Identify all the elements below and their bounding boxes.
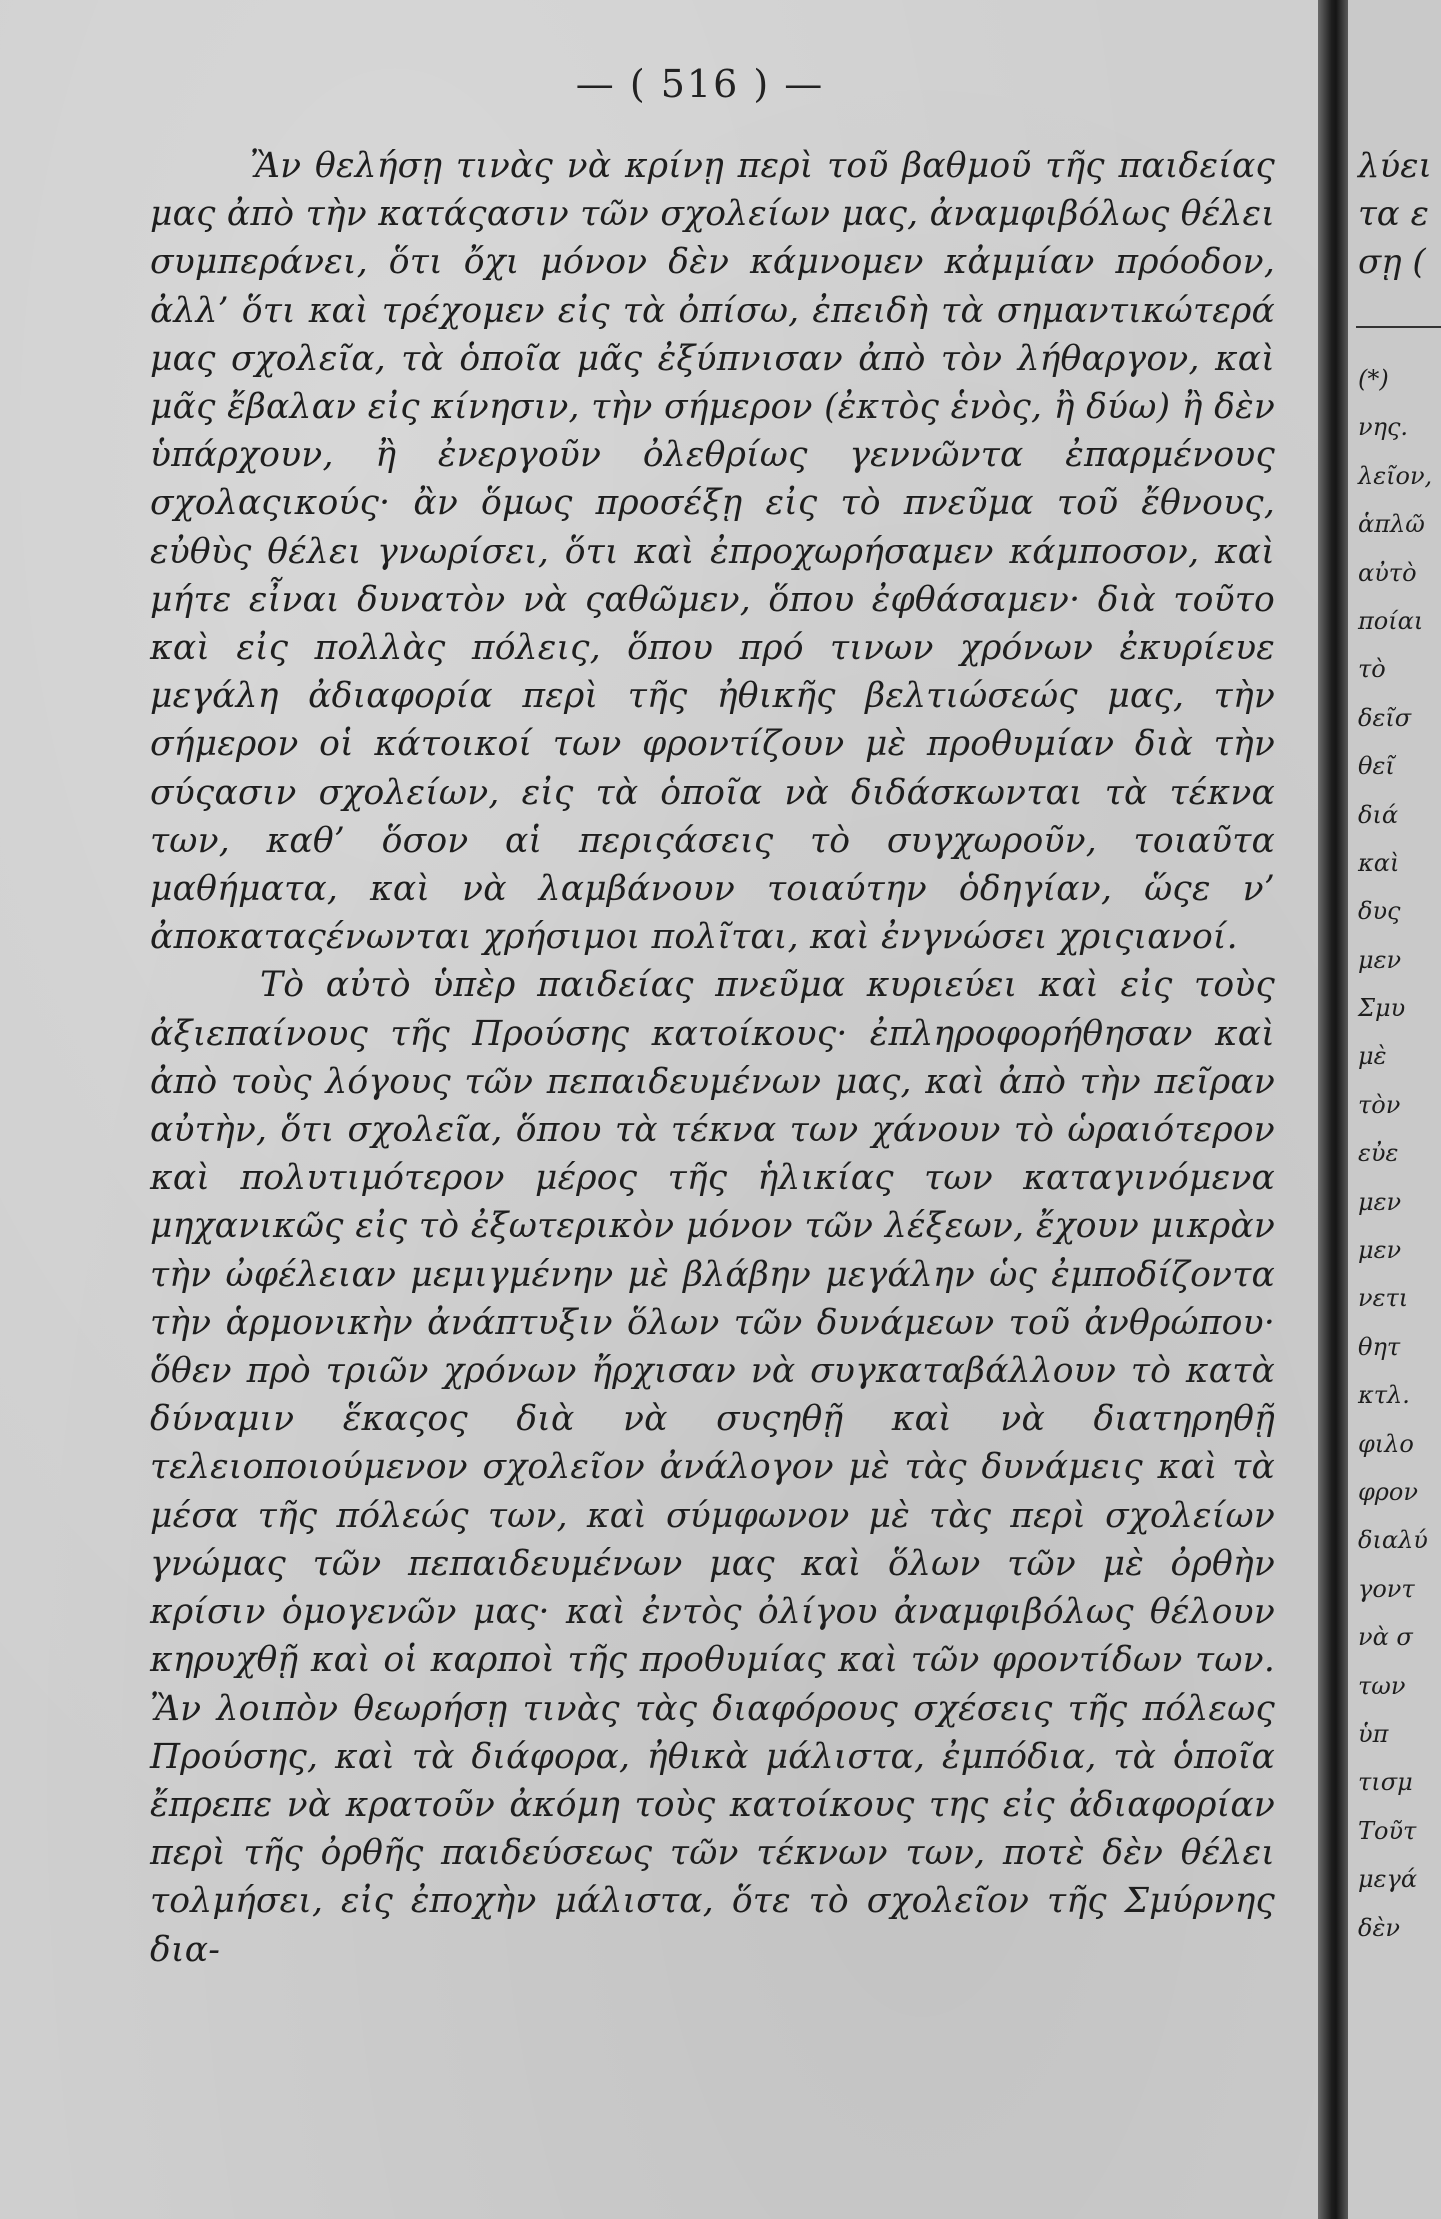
footnote-line: καὶ (1358, 848, 1400, 877)
footnote-line: λεῖον, (1358, 461, 1433, 490)
right-line: τα ε (1358, 194, 1429, 234)
footnote-line: μεν (1358, 945, 1402, 974)
footnote-line: των (1358, 1671, 1406, 1700)
footnote-line: τὸ (1358, 655, 1386, 684)
footnote-line: τισμ (1358, 1768, 1413, 1797)
body-text (150, 142, 1275, 1974)
right-page-footnote (1358, 355, 1432, 1952)
footnote-line: μὲ (1358, 1042, 1387, 1071)
footnote-line: μεν (1358, 1236, 1402, 1265)
footnote-line: ποίαι (1358, 606, 1424, 635)
book-gutter (1318, 0, 1348, 2219)
footnote-line: κτλ. (1358, 1381, 1410, 1410)
footnote-line: ὑπ (1358, 1719, 1389, 1748)
footnote-line: μεν (1358, 1187, 1402, 1216)
footnote-line: γοντ (1358, 1574, 1415, 1603)
footnote-line: φρον (1358, 1477, 1418, 1506)
footnote-line: αὐτὸ (1358, 558, 1417, 587)
footnote-rule (1356, 326, 1441, 328)
footnote-line: νης. (1358, 413, 1409, 442)
footnote-line: δὲν (1358, 1913, 1400, 1942)
footnote-line: διά (1358, 800, 1399, 829)
paragraph-2: Τὸ αὐτὸ ὑπὲρ παιδείας πνεῦμα κυριεύει καὶ εἰς τοὺς ἀξιεπαίνους τῆς Προύσης κατοίκους· ἐπληροφορήθησαν καὶ ἀπὸ τοὺς λόγους τῶν πεπαιδευμένων μας, καὶ ἀπὸ τὴν πεῖραν αὐτὴν, ὅτι σχολεῖα, ὅπου τὰ τέκνα των χάνουν τὸ ὡραιότερον καὶ πολυτιμότερον μέρος τῆς ἡλικίας των καταγινόμενα μηχανικῶς εἰς τὸ ἐξωτερικὸν μόνον τῶν λέξεων, ἔχουν μικρὰν τὴν ὠφέλειαν μεμιγμένην μὲ βλάβην μεγάλην ὡς ἐμποδίζοντα τὴν ἁρμονικὴν ἀνάπτυξιν ὅλων τῶν δυνάμεων τοῦ ἀνθρώπου· ὅθεν πρὸ τριῶν χρόνων ἤρχισαν νὰ συγκαταβάλλουν τὸ κατὰ δύναμιν ἕκαςος διὰ νὰ συςηθῇ καὶ νὰ διατηρηθῇ τελειοποιούμενον σχολεῖον ἀνάλογον μὲ τὰς δυνάμεις καὶ τὰ μέσα τῆς πόλεώς των, καὶ σύμφωνον μὲ τὰς περὶ σχολείων γνώμας τῶν πεπαιδευμένων μας καὶ ὅλων τῶν μὲ ὀρθὴν κρίσιν ὁμογενῶν μας· καὶ ἐντὸς ὀλίγου ἀναμφιβόλως θέλουν κηρυχθῇ καὶ οἱ καρποὶ τῆς προθυμίας καὶ τῶν φροντίδων των. Ἂν λοιπὸν θεωρήσῃ τινὰς τὰς διαφόρους σχέσεις τῆς πόλεως Προύσης, καὶ τὰ διάφορα, ἠθικὰ μάλιστα, ἐμπόδια, τὰ ὁποῖα ἔπρεπε νὰ κρατοῦν ἀκόμη τοὺς κατοίκους της εἰς ἀδιαφορίαν περὶ τῆς ὀρθῆς παιδεύσεως τῶν τέκνων των, ποτὲ δὲν θέλει τολμήσει, εἰς ἐποχὴν μάλιστα, ὅτε τὸ σχολεῖον τῆς Σμύρνης δια- (150, 965, 1275, 1970)
footnote-line: δεῖσ (1358, 703, 1412, 732)
paragraph-1: Ἂν θελήσῃ τινὰς νὰ κρίνῃ περὶ τοῦ βαθμοῦ τῆς παιδείας μας ἀπὸ τὴν κατάςασιν τῶν σχολείων μας, ἀναμφιβόλως θέλει συμπεράνει, ὅτι ὄχι μόνον δὲν κάμνομεν κἀμμίαν πρόοδον, ἀλλ’ ὅτι καὶ τρέχομεν εἰς τὰ ὀπίσω, ἐπειδὴ τὰ σημαντικώτερά μας σχολεῖα, τὰ ὁποῖα μᾶς ἐξύπνισαν ἀπὸ τὸν λήθαργον, καὶ μᾶς ἔβαλαν εἰς κίνησιν, τὴν σήμερον (ἐκτὸς ἑνὸς, ἢ δύω) ἢ δὲν ὑπάρχουν, ἢ ἐνεργοῦν ὀλεθρίως γεννῶντα ἐπαρμένους σχολαςικούς· ἂν ὅμως προσέξῃ εἰς τὸ πνεῦμα τοῦ ἔθνους, εὐθὺς θέλει γνωρίσει, ὅτι καὶ ἐπροχωρήσαμεν κάμποσον, καὶ μήτε εἶναι δυνατὸν νὰ ςαθῶμεν, ὅπου ἐφθάσαμεν· διὰ τοῦτο καὶ εἰς πολλὰς πόλεις, ὅπου πρό τινων χρόνων ἐκυρίευε μεγάλη ἀδιαφορία περὶ τῆς ἠθικῆς βελτιώσεώς μας, τὴν σήμερον οἱ κάτοικοί των φροντίζουν μὲ προθυμίαν διὰ τὴν σύςασιν σχολείων, εἰς τὰ ὁποῖα νὰ διδάσκωνται τὰ τέκνα των, καθ’ ὅσον αἱ περιςάσεις τὸ συγχωροῦν, τοιαῦτα μαθήματα, καὶ νὰ λαμβάνουν τοιαύτην ὁδηγίαν, ὥςε ν’ ἀποκαταςένωνται χρήσιμοι πολῖται, καὶ ἐνγνώσει χριςιανοί. (150, 146, 1275, 958)
footnote-line: θητ (1358, 1332, 1401, 1361)
right-line: λύει (1358, 146, 1432, 186)
footnote-line: διαλύ (1358, 1526, 1428, 1555)
right-page-fragment (1348, 0, 1441, 2219)
footnote-line: (*) (1358, 365, 1389, 393)
footnote-line: Σμυ (1358, 994, 1406, 1023)
footnote-line: θεῖ (1358, 752, 1395, 781)
page-number: — ( 516 ) — (575, 62, 825, 106)
footnote-line: ἁπλῶ (1358, 510, 1425, 539)
footnote-line: δυς (1358, 897, 1401, 926)
footnote-line: μεγά (1358, 1865, 1418, 1894)
footnote-line: Τοῦτ (1358, 1816, 1417, 1845)
right-line: σῃ ( (1358, 242, 1426, 282)
footnote-line: νετι (1358, 1284, 1409, 1313)
right-page-top-lines (1358, 142, 1441, 286)
footnote-line: νὰ σ (1358, 1623, 1413, 1652)
footnote-line: φιλο (1358, 1429, 1414, 1458)
footnote-line: τὸν (1358, 1090, 1401, 1119)
footnote-line: εὐε (1358, 1139, 1399, 1168)
